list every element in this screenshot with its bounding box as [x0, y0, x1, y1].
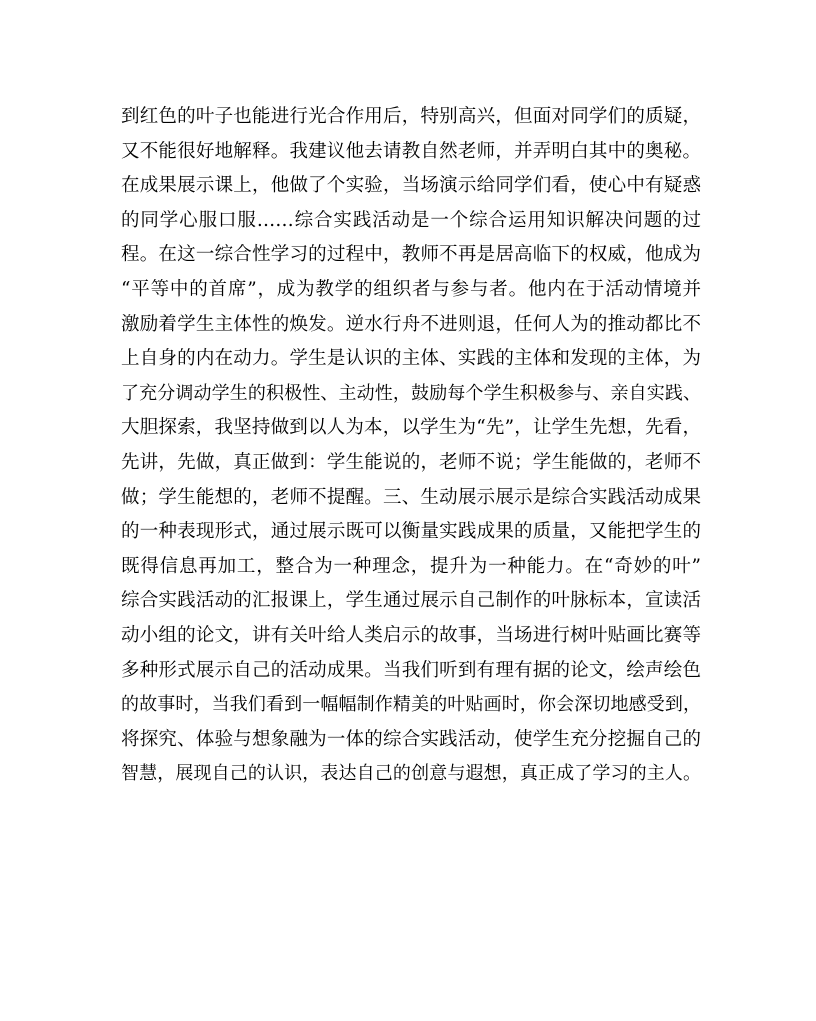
text-line-11: 先讲，先做，真正做到：学生能说的，老师不说；学生能做的，老师不 — [121, 451, 701, 473]
text-line-12: 做；学生能想的，老师不提醒。三、生动展示展示是综合实践活动成果 — [121, 486, 701, 508]
body-text — [121, 100, 701, 792]
text-line-13: 的一种表现形式，通过展示既可以衡量实践成果的质量，又能把学生的 — [121, 521, 701, 543]
text-line-19: 将探究、体验与想象融为一体的综合实践活动，使学生充分挖掘自己的 — [121, 728, 701, 750]
text-line-15: 综合实践活动的汇报课上，学生通过展示自己制作的叶脉标本，宣读活 — [121, 590, 701, 612]
text-line-17: 多种形式展示自己的活动成果。当我们听到有理有据的论文，绘声绘色 — [121, 659, 701, 681]
text-line-4: 的同学心服口服……综合实践活动是一个综合运用知识解决问题的过 — [121, 209, 701, 231]
text-line-20: 智慧，展现自己的认识，表达自己的创意与遐想，真正成了学习的主人。 — [121, 763, 701, 785]
text-line-1: 到红色的叶子也能进行光合作用后，特别高兴，但面对同学们的质疑， — [121, 106, 701, 127]
text-line-3: 在成果展示课上，他做了个实验，当场演示给同学们看，使心中有疑惑 — [121, 175, 701, 197]
text-line-16: 动小组的论文，讲有关叶给人类启示的故事，当场进行树叶贴画比赛等 — [121, 624, 701, 646]
text-line-8: 上自身的内在动力。学生是认识的主体、实践的主体和发现的主体，为 — [121, 348, 701, 370]
text-line-9: 了充分调动学生的积极性、主动性，鼓励每个学生积极参与、亲自实践、 — [121, 382, 701, 404]
text-line-10: 大胆探索，我坚持做到以人为本，以学生为“先”，让学生先想，先看， — [121, 417, 701, 439]
text-line-14: 既得信息再加工，整合为一种理念，提升为一种能力。在“奇妙的叶” — [121, 555, 701, 577]
text-line-5: 程。在这一综合性学习的过程中，教师不再是居高临下的权威，他成为 — [121, 244, 701, 266]
text-line-7: 激励着学生主体性的焕发。逆水行舟不进则退，任何人为的推动都比不 — [121, 313, 701, 335]
text-line-18: 的故事时，当我们看到一幅幅制作精美的叶贴画时，你会深切地感受到， — [121, 694, 701, 716]
text-line-2: 又不能很好地解释。我建议他去请教自然老师，并弄明白其中的奥秘。 — [121, 140, 701, 162]
text-line-6: “平等中的首席”，成为教学的组织者与参与者。他内在于活动情境并 — [121, 278, 701, 300]
